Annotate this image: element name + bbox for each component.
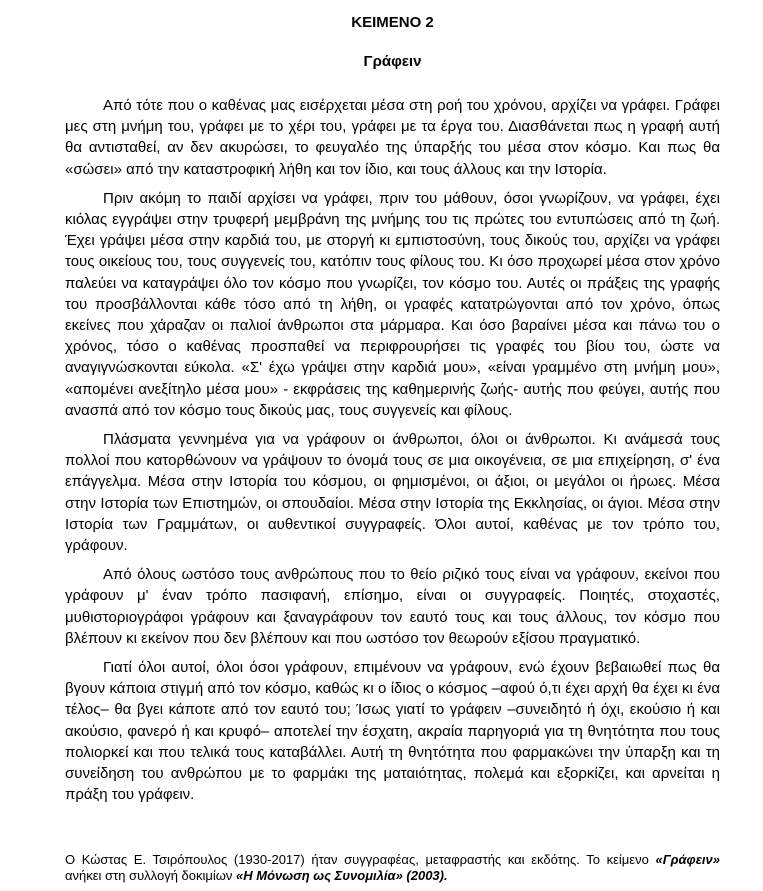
paragraph-4: Από όλους ωστόσο τους ανθρώπους που το θείο ριζικό τους είναι να γράφουν, εκείνοι που γράφουν μ' έναν τρόπο πασιφανή, επίσημο, είναι οι συγγραφείς. Ποιητές, στοχαστές, μυθιστοριογράφοι γράφουν και ξαναγράφουν τον εαυτό τους και τους άλλους, τον κόσμο που βλέπουν κι εκείνον που δεν βλέπουν και που ωστόσο τον θεωρούν εξίσου πραγματικό. [65, 566, 720, 647]
text-title: Γράφειν [363, 53, 422, 70]
paragraph-1: Από τότε που ο καθένας μας εισέρχεται μέσα στη ροή του χρόνου, αρχίζει να γράφει. Γράφει μες στη μνήμη του, γράφει με το χέρι του, γράφει με τα έργα του. Διασθάνεται πως η γραφή αυτή θα αντισταθεί, αν δεν ακυρώσει, το φευγαλέο της ύπαρξής του μέσα στον κόσμο. Και πως θα «σώσει» από την καταστροφική λήθη και τον ίδιο, και τους άλλους και την Ιστορία. [65, 97, 720, 178]
footnote-work-title: «Γράφειν» [655, 852, 720, 867]
text-label: ΚΕΙΜΕΝΟ 2 [351, 14, 434, 31]
footnote-text-middle: ανήκει στη συλλογή δοκιμίων [65, 868, 237, 883]
author-footnote [65, 852, 720, 884]
footnote-collection-title: «Η Μόνωση ως Συνομιλία» (2003). [236, 868, 448, 883]
paragraph-2: Πριν ακόμη το παιδί αρχίσει να γράφει, πριν του μάθουν, όσοι γνωρίζουν, να γράφει, έχει κιόλας εγγράψει στην τρυφερή μεμβράνη της μνήμης του τις πρώτες του εντυπώσεις από τη ζωή. Έχει γράψει μέσα στην καρδιά του, με στοργή κι εμπιστοσύνη, τους δικούς του, αρχίζει να γράφει τους οικείους του, τους συγγενείς του, κατόπιν τους φίλους του. Κι όσο προχωρεί μέσα στον χρόνο παλεύει να καταγράψει όλο τον κόσμο που γνωρίζει, τον κόσμο του. Αυτές οι πράξεις της γραφής του προσβάλλονται κάθε τόσο από τη λήθη, οι γραφές κατατρώγονται από τον χρόνο, όπως εκείνες που χάραζαν οι παλιοί άνθρωποι στα μάρμαρα. Και όσο βαραίνει μέσα και πάνω του ο χρόνος, τόσο ο καθένας προσπαθεί να περιφρουρήσει τις γραφές του βίου του, ώστε να αναγιγνώσκονται εύκολα. «Σ' έχω γράψει στην καρδιά μου», «είναι γραμμένο στη μνήμη μου», «απομένει ανεξίτηλο μέσα μου» - εκφράσεις της καθημερινής ζωής- αυτής που φεύγει, αυτής που ανασπά από τον κόσμο τους δικούς μας, τους συγγενείς και φίλους. [65, 189, 720, 419]
document-page [65, 0, 720, 806]
paragraph-3: Πλάσματα γεννημένα για να γράφουν οι άνθρωποι, όλοι οι άνθρωποι. Κι ανάμεσά τους πολλοί που κατορθώνουν να γράψουν το όνομά τους σε μια οικογένεια, σε μια επιχείρηση, σ' ένα επάγγελμα. Μέσα στην Ιστορία του κόσμου, οι φημισμένοι, οι άξιοι, οι μεγάλοι οι ήρωες. Μέσα στην Ιστορία των Επιστημών, οι σπουδαίοι. Μέσα στην Ιστορία της Εκκλησίας, οι άγιοι. Μέσα στην Ιστορία των Γραμμάτων, οι αυθεντικοί συγγραφείς. Όλοι αυτοί, καθένας με τον τρόπο του, γράφουν. [65, 431, 720, 555]
essay-body [65, 95, 720, 806]
footnote-text-before: Ο Κώστας Ε. Τσιρόπουλος (1930-2017) ήταν συγγραφέας, μεταφραστής και εκδότης. Το κείμενο [65, 852, 656, 867]
paragraph-5: Γιατί όλοι αυτοί, όλοι όσοι γράφουν, επιμένουν να γράφουν, ενώ έχουν βεβαιωθεί πως θα βγουν κάποια στιγμή από τον κόσμο, καθώς κι ο ίδιος ο κόσμος –αφού ό,τι έχει αρχή θα έχει κι ένα τέλος– θα βγει κάποτε από τον εαυτό του; Ίσως γιατί το γράφειν –συνειδητό ή όχι, εκούσιο ή και ακούσιο, φανερό ή και κρυφό– αποτελεί την έσχατη, ακραία παρηγοριά για τη θνητότητα που τους πολιορκεί και που τελικά τους καταβάλλει. Αυτή τη θνητότητα που φαρμακώνει την ύπαρξη και τη συνείδηση του ανθρώπου με το φαρμάκι της ματαιότητας, πολεμά και εξορκίζει, και αρνείται η πράξη του γράφειν. [65, 659, 720, 804]
